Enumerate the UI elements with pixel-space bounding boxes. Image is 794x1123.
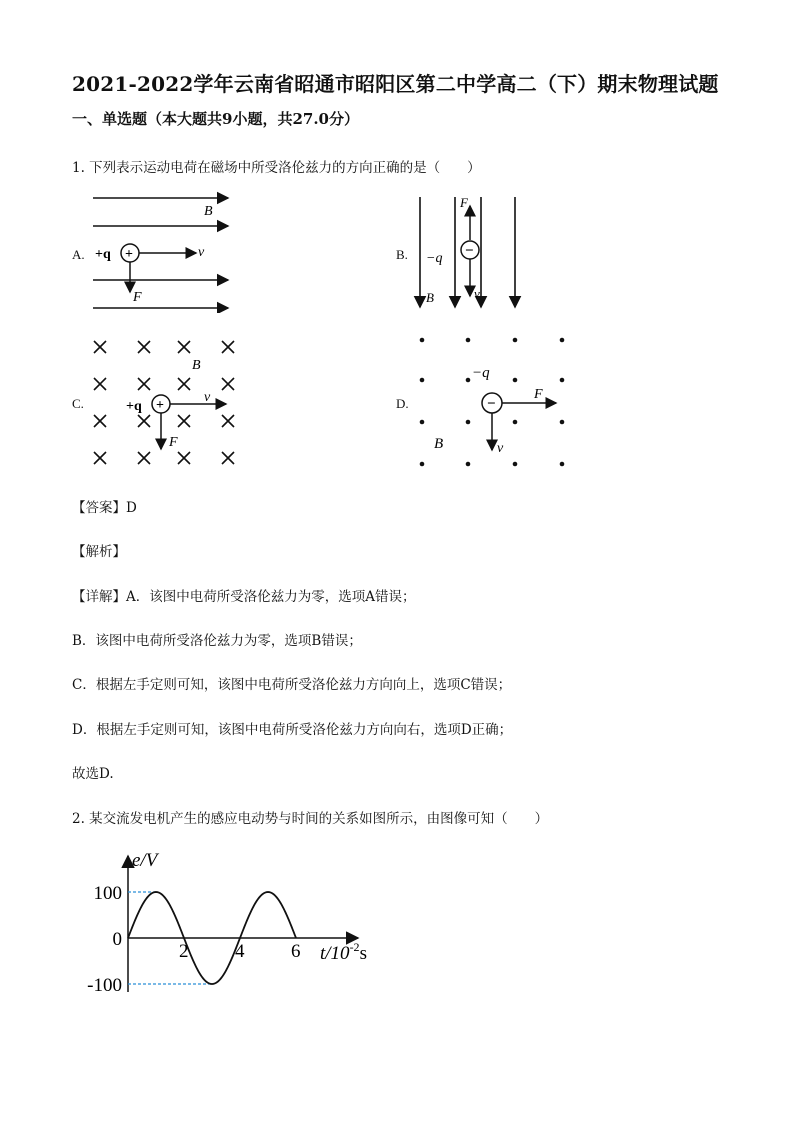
velocity-label: v [497, 441, 504, 456]
field-label-b: B [426, 290, 434, 305]
question-1-stem: 1. 下列表示运动电荷在磁场中所受洛伦兹力的方向正确的是（ ） [72, 160, 481, 176]
y-tick-label: 100 [93, 883, 122, 904]
field-label-b: B [434, 436, 444, 452]
charge-label: +q [95, 247, 111, 262]
force-label: F [460, 195, 468, 210]
force-label: F [534, 387, 543, 402]
option-b-label: B. [396, 247, 408, 262]
x-tick-label: 6 [291, 941, 301, 962]
field-label-b: B [192, 358, 201, 373]
x-tick-label: 2 [179, 941, 189, 962]
question-2-stem: 2. 某交流发电机产生的感应电动势与时间的关系如图所示，由图像可知（ ） [72, 811, 549, 827]
force-label: F [133, 290, 142, 305]
plus-sign: + [125, 247, 133, 262]
minus-sign: − [465, 243, 474, 259]
velocity-label: v [204, 390, 211, 405]
diagram-b [408, 192, 538, 317]
velocity-label: v [198, 245, 205, 260]
y-axis-label: e/V [132, 850, 158, 871]
page-title: 2021-2022学年云南省昭通市昭阳区第二中学高二（下）期末物理试题 [72, 72, 719, 96]
charge-label: −q [472, 365, 490, 381]
detail-line: D．根据左手定则可知，该图中电荷所受洛伦兹力方向向右，选项D正确； [72, 722, 513, 738]
field-label-b: B [204, 204, 213, 219]
y-tick-label: -100 [87, 975, 122, 996]
diagram-c [88, 335, 248, 470]
force-label: F [169, 435, 178, 450]
y-tick-label: 0 [112, 929, 122, 950]
minus-sign: − [487, 396, 496, 412]
diagram-a [88, 188, 238, 313]
detail-line: C．根据左手定则可知，该图中电荷所受洛伦兹力方向向上，选项C错误； [72, 677, 512, 693]
option-c-label: C. [72, 396, 84, 411]
x-axis-label: $t/10^{-2}s$ [320, 940, 367, 964]
answer: 【答案】D [72, 500, 137, 516]
detail-line: 故选D. [72, 766, 114, 782]
option-d-label: D. [396, 396, 409, 411]
velocity-label: v [474, 286, 480, 301]
detail-line: 【详解】A．该图中电荷所受洛伦兹力为零，选项A错误； [72, 589, 416, 605]
charge-label: +q [126, 399, 142, 414]
x-tick-label: 4 [235, 941, 245, 962]
charge-label: −q [426, 251, 443, 266]
section-heading: 一、单选题（本大题共9小题，共27.0分） [72, 110, 359, 128]
analysis-heading: 【解析】 [72, 544, 126, 560]
detail-line: B．该图中电荷所受洛伦兹力为零，选项B错误； [72, 633, 362, 649]
plus-sign: + [156, 398, 164, 413]
diagram-d [412, 330, 577, 475]
option-a-label: A. [72, 247, 85, 262]
emf-time-chart [80, 848, 380, 1000]
